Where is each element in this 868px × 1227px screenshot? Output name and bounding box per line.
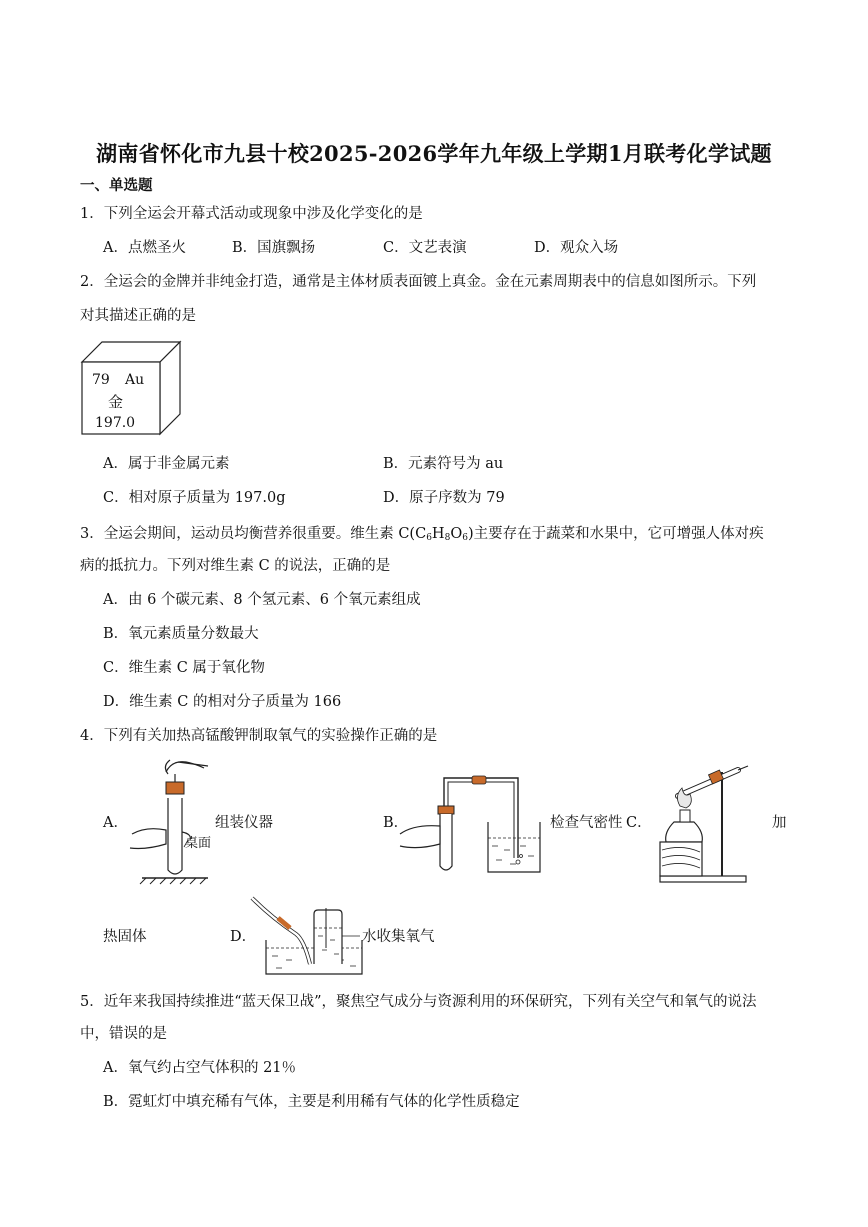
q4-option-d-label: D． bbox=[230, 929, 257, 945]
element-name: 金 bbox=[108, 393, 124, 411]
q3-option-d: D．维生素 C 的相对分子质量为 166 bbox=[103, 694, 342, 710]
q4-option-a-label: A． bbox=[103, 815, 128, 831]
q5-stem-line2: 中，错误的是 bbox=[80, 1026, 167, 1042]
q2-option-a: A．属于非金属元素 bbox=[103, 456, 230, 472]
water-collection-figure bbox=[252, 894, 364, 976]
section-heading: 一、单选题 bbox=[80, 177, 153, 194]
q2-option-b: B．元素符号为 au bbox=[383, 456, 504, 472]
q4-option-c-text-part1: 加 bbox=[772, 815, 787, 831]
q4-option-b-label: B． bbox=[383, 815, 409, 831]
q1-option-d: D．观众入场 bbox=[534, 240, 619, 256]
q2-option-d: D．原子序数为 79 bbox=[383, 490, 505, 506]
element-symbol: Au bbox=[125, 372, 145, 388]
q4-option-c-text-part2: 热固体 bbox=[103, 929, 147, 945]
assemble-apparatus-figure bbox=[128, 752, 218, 884]
element-mass: 197.0 bbox=[95, 415, 136, 431]
q2-stem-line2: 对其描述正确的是 bbox=[80, 308, 196, 324]
q1-option-c: C．文艺表演 bbox=[383, 240, 467, 256]
q3-option-b: B．氧元素质量分数最大 bbox=[103, 626, 259, 642]
desk-label: 桌面 bbox=[185, 836, 212, 851]
element-number: 79 bbox=[92, 372, 110, 388]
q3-option-a: A．由 6 个碳元素、8 个氢元素、6 个氧元素组成 bbox=[103, 592, 421, 608]
airtightness-check-figure bbox=[400, 766, 550, 878]
q2-stem-line1: 2．全运会的金牌并非纯金打造，通常是主体材质表面镀上真金。金在元素周期表中的信息如图所示。下列 bbox=[80, 274, 757, 290]
q5-option-a: A．氧气约占空气体积的 21％ bbox=[103, 1060, 297, 1076]
q4-option-d-text: 水收集氧气 bbox=[362, 929, 435, 945]
q1-option-a: A．点燃圣火 bbox=[103, 240, 186, 256]
q4-stem: 4．下列有关加热高锰酸钾制取氧气的实验操作正确的是 bbox=[80, 728, 438, 744]
q4-option-c-label: C． bbox=[626, 815, 652, 831]
q3-stem-line2: 病的抵抗力。下列对维生素 C 的说法，正确的是 bbox=[80, 558, 391, 574]
q3-stem-line1: 3．全运会期间，运动员均衡营养很重要。维生素 $C(C_6H_8O_6)$主要存在于蔬菜和水果中，它可增强人体对疾 bbox=[80, 526, 764, 543]
q1-option-b: B．国旗飘扬 bbox=[232, 240, 316, 256]
q3-option-c: C．维生素 C 属于氧化物 bbox=[103, 660, 265, 676]
q5-stem-line1: 5．近年来我国持续推进“蓝天保卫战”，聚焦空气成分与资源利用的环保研究，下列有关空气和氧气的说法 bbox=[80, 994, 757, 1010]
q5-option-b: B．霓虹灯中填充稀有气体，主要是利用稀有气体的化学性质稳定 bbox=[103, 1094, 520, 1110]
q4-option-a-text: 组装仪器 bbox=[215, 815, 273, 831]
heating-solid-figure bbox=[650, 754, 750, 884]
q4-option-b-text: 检查气密性 bbox=[550, 815, 623, 831]
page-title: 湖南省怀化市九县十校2025-2026学年九年级上学期1月联考化学试题 bbox=[96, 141, 772, 166]
q2-option-c: C．相对原子质量为 197.0g bbox=[103, 490, 286, 506]
q1-stem: 1．下列全运会开幕式活动或现象中涉及化学变化的是 bbox=[80, 206, 423, 222]
